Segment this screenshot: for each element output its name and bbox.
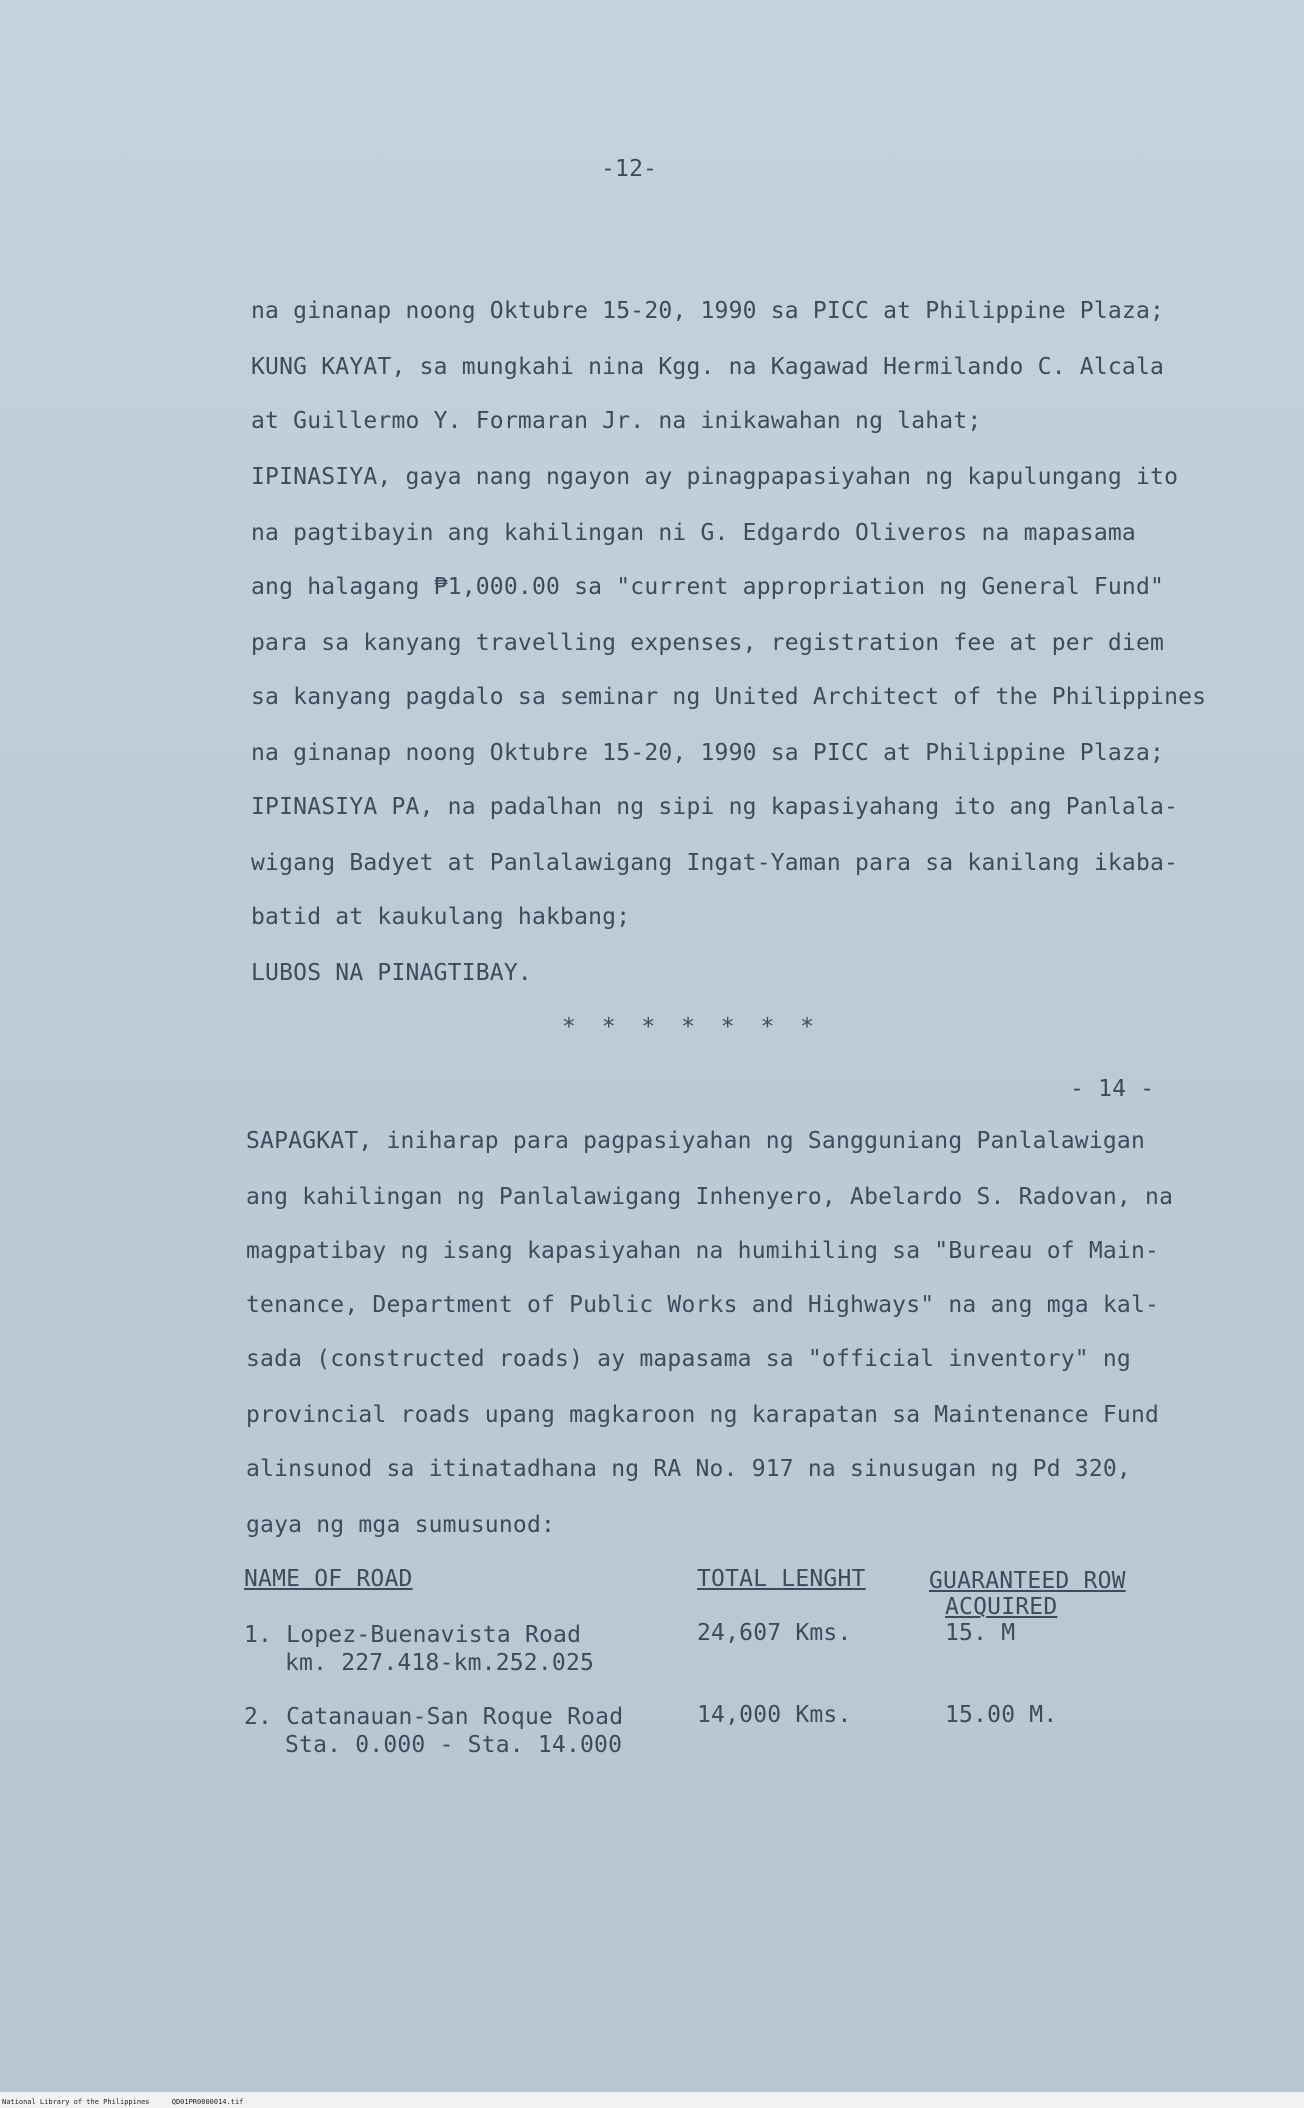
footer-library: National Library of the Philippines <box>2 2098 150 2106</box>
text-line: wigang Badyet at Panlalawigang Ingat-Yaman para sa kanilang ikaba- <box>251 850 1179 876</box>
text-line: KUNG KAYAT, sa mungkahi nina Kgg. na Kagawad Hermilando C. Alcala <box>251 354 1165 380</box>
text-line: at Guillermo Y. Formaran Jr. na inikawahan ng lahat; <box>251 408 982 434</box>
text-line: na pagtibayin ang kahilingan ni G. Edgardo Oliveros na mapasama <box>251 520 1136 546</box>
text-line: provincial roads upang magkaroon ng karapatan sa Maintenance Fund <box>246 1402 1160 1428</box>
table-header-length: TOTAL LENGHT <box>697 1566 866 1592</box>
text-line: alinsunod sa itinatadhana ng RA No. 917 na sinusugan ng Pd 320, <box>246 1456 1131 1482</box>
text-line: SAPAGKAT, iniharap para pagpasiyahan ng Sangguniang Panlalawigan <box>246 1128 1146 1154</box>
text-line: ang halagang ₱1,000.00 sa "current appropriation ng General Fund" <box>251 574 1165 600</box>
text-line: para sa kanyang travelling expenses, registration fee at per diem <box>251 630 1165 656</box>
scan-footer <box>2 2098 261 2106</box>
text-line: batid at kaukulang hakbang; <box>251 904 631 930</box>
text-line: IPINASIYA, gaya nang ngayon ay pinagpapasiyahan ng kapulungang ito <box>251 464 1179 490</box>
page-number-top: -12- <box>601 156 658 182</box>
table-header-row-line1: GUARANTEED ROW <box>929 1568 1126 1594</box>
table-row-length: 14,000 Kms. <box>697 1702 852 1728</box>
table-row-row: 15.00 M. <box>945 1702 1058 1728</box>
text-line: IPINASIYA PA, na padalhan ng sipi ng kapasiyahang ito ang Panlala- <box>251 794 1179 820</box>
footer-filename: QD01PR0000014.tif <box>171 2098 244 2106</box>
text-line: tenance, Department of Public Works and Highways" na ang mga kal- <box>246 1292 1160 1318</box>
table-row-name: 2. Catanauan-San Roque Road <box>244 1704 624 1730</box>
table-row-row: 15. M <box>945 1620 1016 1646</box>
text-line: na ginanap noong Oktubre 15-20, 1990 sa PICC at Philippine Plaza; <box>251 740 1165 766</box>
text-line: LUBOS NA PINAGTIBAY. <box>251 960 532 986</box>
text-line: sada (constructed roads) ay mapasama sa "official inventory" ng <box>246 1346 1131 1372</box>
separator-asterisks: * * * * * * * <box>562 1014 821 1040</box>
table-row-name: 1. Lopez-Buenavista Road <box>244 1622 582 1648</box>
table-row-detail: Sta. 0.000 - Sta. 14.000 <box>285 1732 623 1758</box>
text-line: ang kahilingan ng Panlalawigang Inhenyero, Abelardo S. Radovan, na <box>246 1184 1174 1210</box>
table-row-length: 24,607 Kms. <box>697 1620 852 1646</box>
text-line: sa kanyang pagdalo sa seminar ng United Architect of the Philippines <box>251 684 1207 710</box>
text-line: gaya ng mga sumusunod: <box>246 1512 556 1538</box>
table-header-road: NAME OF ROAD <box>244 1566 413 1592</box>
page-number-section: - 14 - <box>1070 1076 1155 1102</box>
table-row-detail: km. 227.418-km.252.025 <box>285 1650 595 1676</box>
text-line: magpatibay ng isang kapasiyahan na humihiling sa "Bureau of Main- <box>246 1238 1160 1264</box>
text-line: na ginanap noong Oktubre 15-20, 1990 sa PICC at Philippine Plaza; <box>251 298 1165 324</box>
table-header-row-line2: ACQUIRED <box>945 1594 1058 1620</box>
